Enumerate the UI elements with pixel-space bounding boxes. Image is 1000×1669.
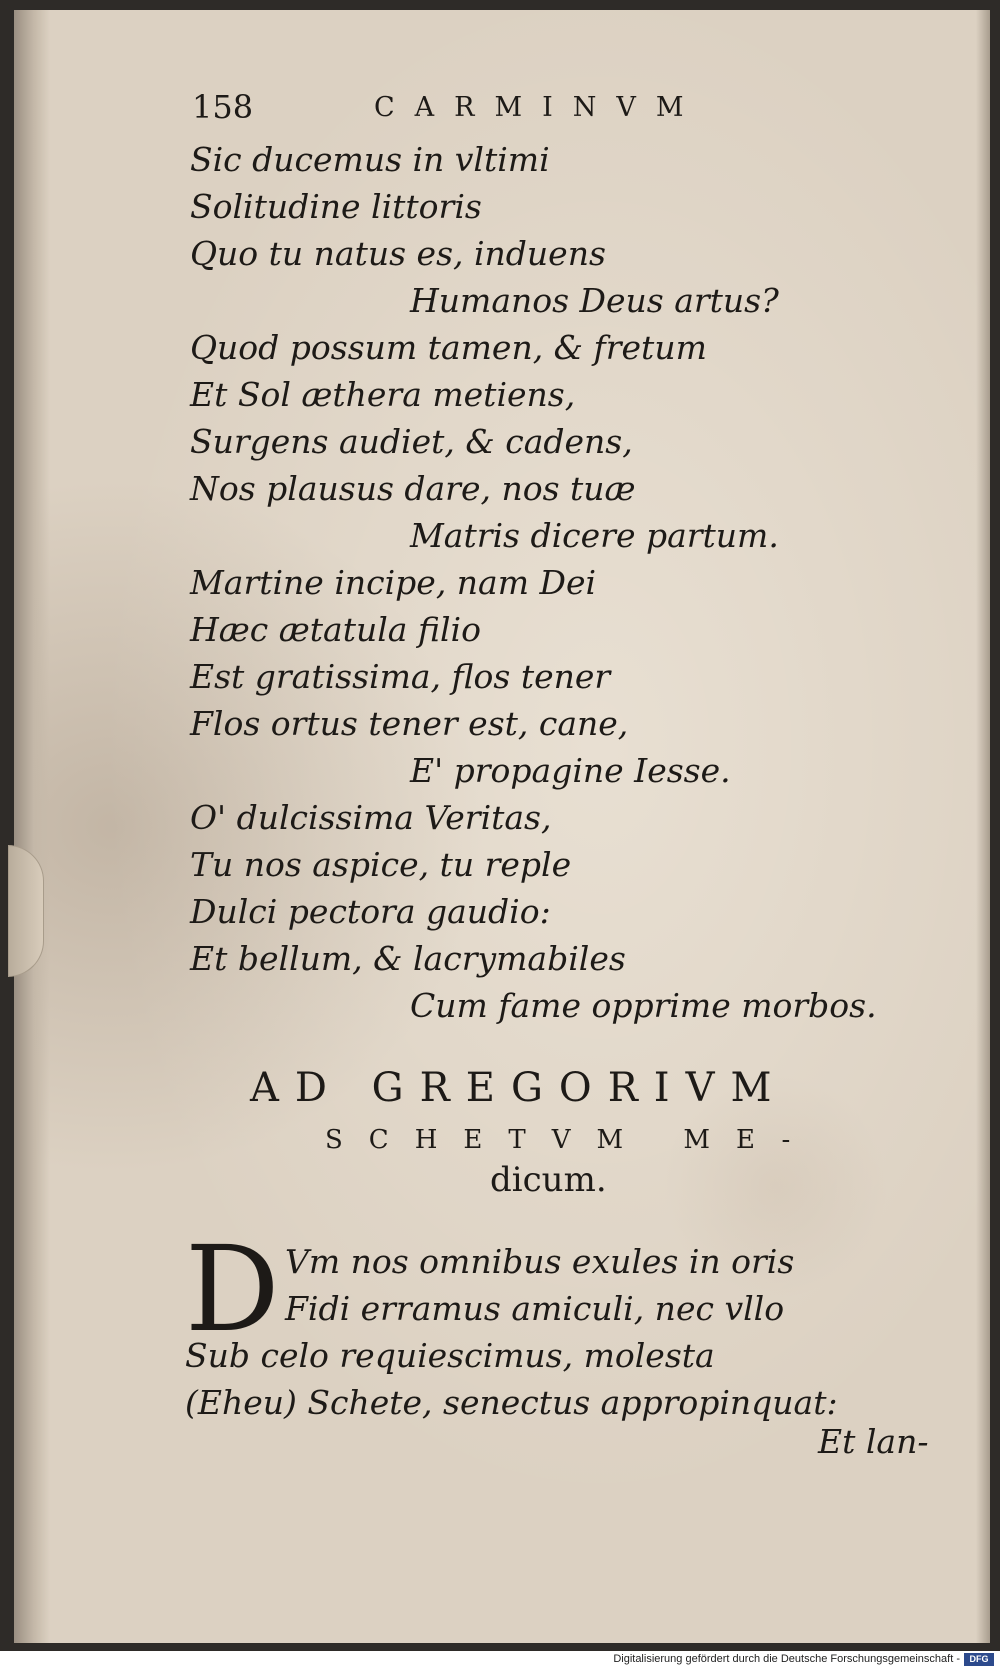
poem-line: Sub celo requiescimus, molesta (185, 1336, 715, 1375)
drop-cap: D (185, 1220, 280, 1358)
poem-line: Sic ducemus in vltimi (190, 140, 550, 179)
poem-line: Et bellum, & lacrymabiles (190, 939, 626, 978)
poem-line: Fidi erramus amiculi, nec vllo (285, 1289, 785, 1328)
poem-line: Tu nos aspice, tu reple (190, 845, 572, 884)
section-heading-continuation: dicum. (490, 1160, 607, 1200)
page-tab (8, 845, 44, 977)
poem-line: (Eheu) Schete, senectus appropinquat: (185, 1383, 838, 1422)
page-number: 158 (192, 88, 254, 126)
poem-line: Matris dicere partum. (410, 516, 779, 555)
poem-line: Martine incipe, nam Dei (190, 563, 597, 602)
page-header (192, 88, 752, 128)
poem-line: Hæc ætatula filio (190, 610, 481, 649)
poem-line: E' propagine Iesse. (410, 751, 731, 790)
footer-bar (0, 1651, 1000, 1669)
poem-line: Quo tu natus es, induens (190, 234, 606, 273)
running-head: CARMINVM (374, 92, 704, 123)
poem-line: Cum fame opprime morbos. (410, 986, 877, 1025)
poem-line: Nos plausus dare, nos tuæ (190, 469, 636, 508)
poem-line: Flos ortus tener est, cane, (190, 704, 629, 743)
catchword: Et lan- (818, 1422, 929, 1461)
poem-line: Vm nos omnibus exules in oris (285, 1242, 795, 1281)
poem-line: Surgens audiet, & cadens, (190, 422, 633, 461)
poem-line: Est gratissima, flos tener (190, 657, 611, 696)
poem-line: O' dulcissima Veritas, (190, 798, 552, 837)
section-heading-title: AD GREGORIVM (250, 1065, 788, 1111)
page-gutter (14, 10, 50, 1643)
poem-line: Humanos Deus artus? (410, 281, 779, 320)
section-heading-subtitle: SCHETVM ME- (325, 1125, 817, 1155)
poem-line: Quod possum tamen, & fretum (190, 328, 707, 367)
poem-line: Solitudine littoris (190, 187, 482, 226)
poem-line: Dulci pectora gaudio: (190, 892, 551, 931)
page-edge (976, 10, 990, 1643)
dfg-logo: DFG (964, 1653, 994, 1666)
poem-line: Et Sol æthera metiens, (190, 375, 576, 414)
footer-credit: Digitalisierung gefördert durch die Deutsche Forschungsgemeinschaft - (613, 1653, 960, 1665)
